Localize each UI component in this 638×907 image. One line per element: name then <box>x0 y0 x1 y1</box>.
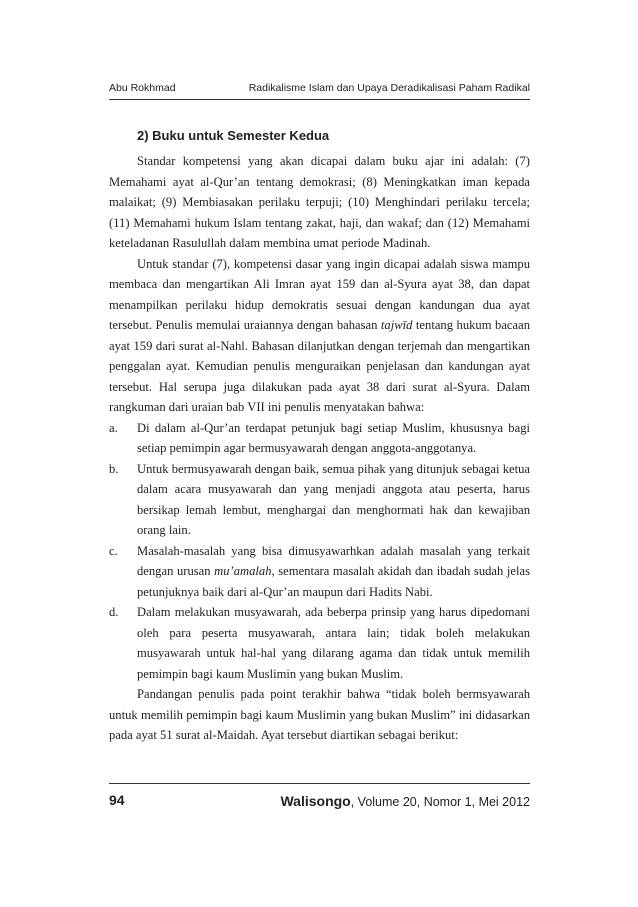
header-title: Radikalisme Islam dan Upaya Deradikalisasi Paham Radikal <box>248 82 530 94</box>
paragraph-author-view: Pandangan penulis pada point terakhir bahwa “tidak boleh bermsyawarah untuk memilih pemimpin bagi kaum Muslimin yang bukan Muslim” ini didasarkan pada ayat 51 surat al-Maidah. Ayat tersebut diartikan sebagai berikut: <box>109 687 530 742</box>
list-item-text-part2: , sementara masalah akidah dan ibadah sudah jelas petunjuknya baik dari al-Qur’an maupun dari Hadits Nabi. <box>137 564 530 599</box>
journal-issue: , Volume 20, Nomor 1, Mei 2012 <box>350 795 530 809</box>
list-item-text: Untuk bermusyawarah dengan baik, semua pihak yang ditunjuk sebagai ketua dalam acara musyawarah dan yang menjadi anggota atau peserta, harus bersikap lemah lembut, menghargai dan menghormati hak dan kewajiban orang lain. <box>137 461 530 537</box>
section-heading: 2) Buku untuk Semester Kedua <box>137 128 330 143</box>
page-number: 94 <box>109 792 125 808</box>
list-item-text <box>137 544 530 599</box>
footer-rule <box>109 783 530 784</box>
header-author: Abu Rokhmad <box>109 82 176 94</box>
page-body <box>109 126 530 746</box>
paragraph-standard-7-part1: Untuk standar (7), kompetensi dasar yang ingin dicapai adalah siswa mampu membaca dan mengartikan Ali Imran ayat 159 dan al-Syura ayat 38, dan dapat menampilkan perilaku hidup demokratis sesuai dengan kandungan dua ayat tersebut. Penulis memulai uraiannya dengan bahasan <box>109 256 530 332</box>
paragraph-standard-7-part2: tentang hukum bacaan ayat 159 dari surat al-Nahl. Bahasan dilanjutkan dengan terjemah dan mengartikan penggalan ayat. Kemudian penulis menguraikan penjelasan dan kandungan ayat tersebut. Hal serupa juga dilakukan pada ayat 38 dari surat al-Syura. Dalam rangkuman dari uraian bab VII ini penulis menyatakan bahwa: <box>109 318 530 414</box>
journal-citation <box>280 793 530 809</box>
list-item <box>109 418 530 459</box>
term-tajwid: tajwīd <box>380 318 413 332</box>
list-marker: b. <box>109 461 119 476</box>
paragraph-competencies: Standar kompetensi yang akan dicapai dalam buku ajar ini adalah: (7) Memahami ayat al-Qur’an tentang demokrasi; (8) Meningkatkan iman kepada malaikat; (9) Membiasakan perilaku terpuji; (10) Menghindari perilaku tercela; (11) Memahami hukum Islam tentang zakat, haji, dan wakaf; dan (12) Memahami keteladanan Rasulullah dalam membina umat periode Madinah. <box>109 154 530 250</box>
list-marker: a. <box>109 420 118 435</box>
list-item-text-part1: Masalah-masalah yang bisa dimusyawarhkan adalah masalah yang terkait dengan urusan <box>137 543 530 578</box>
list-item <box>109 459 530 541</box>
list-item <box>109 541 530 603</box>
list-item-text: Dalam melakukan musyawarah, ada beberpa prinsip yang harus dipedomani oleh para peserta musyawarah, antara lain; tidak boleh melakukan musyawarah untuk hal-hal yang dilarang agama dan tidak untuk memilih pemimpin bagi kaum Muslimin yang bukan Muslim. <box>137 605 530 681</box>
summary-points-list <box>109 418 530 685</box>
list-item <box>109 602 530 684</box>
list-marker: d. <box>109 605 119 619</box>
journal-name: Walisongo <box>280 793 351 809</box>
paragraph-standard-7 <box>109 254 530 418</box>
list-marker: c. <box>109 543 118 558</box>
list-item-text: Di dalam al-Qur’an terdapat petunjuk bagi setiap Muslim, khususnya bagi setiap pemimpin agar bermusyawarah dengan anggota-anggotanya. <box>137 420 530 455</box>
header-rule <box>109 99 530 100</box>
term-muamalah: mu’amalah <box>214 564 272 578</box>
